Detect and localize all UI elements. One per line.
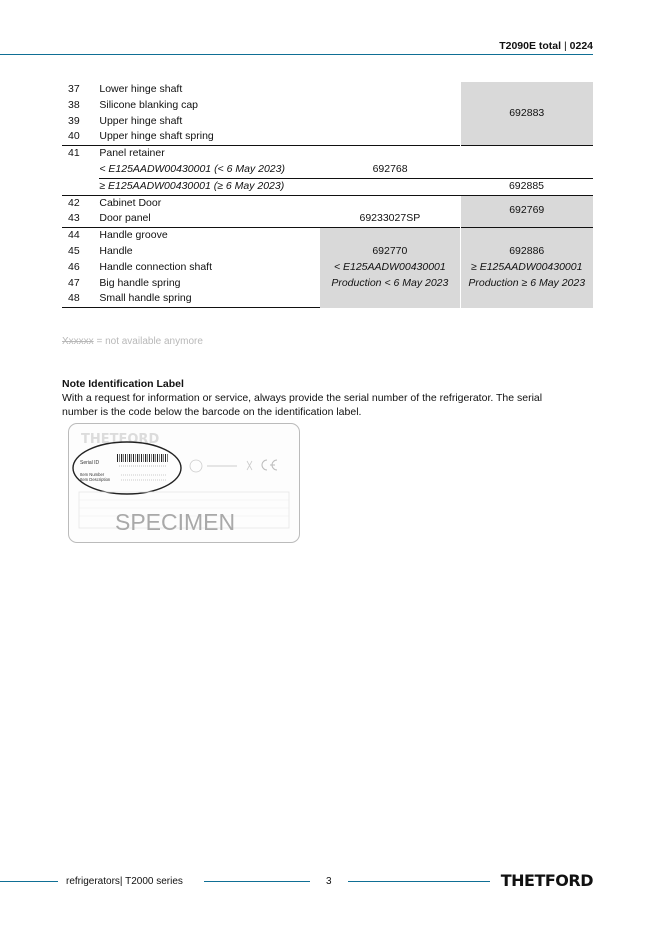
part-description: Upper hinge shaft spring xyxy=(99,130,214,143)
part-col2-serial: ≥ E125AADW00430001 xyxy=(471,261,583,274)
legend xyxy=(62,336,203,347)
label-item-description: Item Description xyxy=(80,477,111,482)
doc-revision: 0224 xyxy=(569,40,593,52)
part-variant-new: ≥ E125AADW00430001 (≥ 6 May 2023) xyxy=(99,179,285,192)
table-row xyxy=(62,146,593,162)
part-number: 39 xyxy=(68,114,80,127)
thetford-logo: THETFORD xyxy=(500,871,593,890)
part-description: Small handle spring xyxy=(99,291,320,307)
part-col1 xyxy=(320,146,460,162)
header-rule xyxy=(0,54,593,55)
part-description: Door panel xyxy=(99,212,151,225)
table-row xyxy=(62,82,593,98)
part-number: 43 xyxy=(68,212,80,225)
part-number: 41 xyxy=(62,146,99,162)
part-number: 42 xyxy=(62,195,99,211)
table-row xyxy=(62,162,593,178)
part-description: Lower hinge shaft xyxy=(99,83,183,95)
footer-rule-left xyxy=(0,881,58,882)
part-number: 38 xyxy=(68,98,80,111)
serial-highlight-ellipse xyxy=(73,442,181,494)
label-brand: THETFORD xyxy=(81,432,160,447)
footer-rule-mid-left xyxy=(204,881,310,882)
part-description: Upper hinge shaft xyxy=(99,114,183,127)
document-code xyxy=(499,40,593,52)
part-number: 37 xyxy=(68,83,80,95)
barcode xyxy=(117,454,168,462)
part-col1: 692768 xyxy=(320,162,460,178)
part-number: 44 xyxy=(62,228,99,244)
part-col2: 692885 xyxy=(508,179,545,192)
part-number: 46 xyxy=(68,260,80,273)
table-row xyxy=(62,178,593,195)
part-col1 xyxy=(320,98,460,114)
part-description: Cabinet Door xyxy=(99,195,320,211)
label-serial: Serial ID xyxy=(80,460,100,466)
part-col2: 692769 xyxy=(460,195,593,228)
note-title: Note Identification Label xyxy=(62,378,184,390)
label-item-number: Item Number xyxy=(80,472,105,477)
table-row xyxy=(62,228,593,244)
ce-mark-icon xyxy=(262,460,277,470)
part-col1-production: Production < 6 May 2023 xyxy=(331,276,449,289)
part-description: Silicone blanking cap xyxy=(99,98,199,111)
part-col1 xyxy=(320,129,460,145)
identification-label-image xyxy=(68,423,300,543)
doc-code-separator: | xyxy=(563,40,567,52)
part-col2 xyxy=(460,146,593,162)
part-col2-block xyxy=(460,228,593,308)
part-col1 xyxy=(320,195,460,211)
part-description: Panel retainer xyxy=(99,146,320,162)
part-col1 xyxy=(320,178,460,195)
part-col1-number: 692770 xyxy=(372,245,408,258)
part-variant-old: < E125AADW00430001 (< 6 May 2023) xyxy=(99,162,320,178)
footer-title: refrigerators| T2000 series xyxy=(66,876,183,887)
parts-table xyxy=(62,82,593,308)
specimen-watermark: SPECIMEN xyxy=(115,509,236,535)
doc-code-text: T2090E total xyxy=(499,40,562,52)
part-col2-number: 692886 xyxy=(509,245,545,258)
part-col2 xyxy=(460,162,593,178)
part-col1 xyxy=(320,114,460,130)
approval-mark-icon xyxy=(190,460,202,472)
legend-struck-sample: Xxxxxx xyxy=(62,336,94,347)
part-description: Big handle spring xyxy=(99,276,181,289)
table-row xyxy=(62,195,593,211)
part-col1: 69233027SP xyxy=(359,212,421,225)
legend-text: = not available anymore xyxy=(93,336,203,347)
part-col2-production: Production ≥ 6 May 2023 xyxy=(468,276,586,289)
part-number: 40 xyxy=(68,130,80,143)
part-number xyxy=(62,178,99,195)
footer-rule-mid-right xyxy=(348,881,490,882)
part-description: Handle xyxy=(99,244,133,257)
part-col1-serial: < E125AADW00430001 xyxy=(333,261,446,274)
label-drawing xyxy=(69,424,299,542)
part-col2: 692883 xyxy=(460,82,593,146)
page-number: 3 xyxy=(326,876,332,887)
part-description: Handle connection shaft xyxy=(99,260,213,273)
part-number: 45 xyxy=(68,244,80,257)
part-number xyxy=(62,162,99,178)
part-number: 47 xyxy=(68,276,80,289)
part-description: Handle groove xyxy=(99,228,320,244)
part-col1 xyxy=(320,82,460,98)
part-col1-block xyxy=(320,228,460,308)
part-number: 48 xyxy=(62,291,99,307)
note-body: With a request for information or service, always provide the serial number of the refrigerator. The serial number is the code below the barcode on the identification label. xyxy=(62,392,543,418)
